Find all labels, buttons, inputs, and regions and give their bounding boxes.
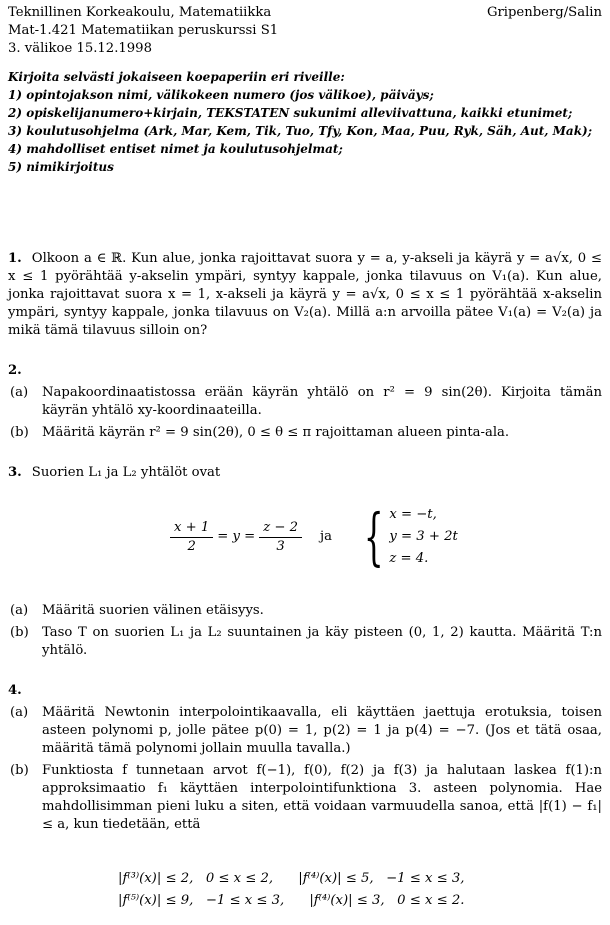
- fraction-1: [170, 519, 213, 556]
- subproblem-text: Määritä käyrän r² = 9 sin(2θ), 0 ≤ θ ≤ π rajoittaman alueen pinta-ala.: [42, 425, 510, 440]
- subproblem-text: Määritä Newtonin interpolointikaavalla, eli käyttäen jaettuja erotuksia, toisen asteen polynomi p, jolle pätee p(0) = 1, p(2) = 1 ja p(4) = −7. (Jos et tätä osaa, määritä tämä polynomi jollain muulla tavalla.): [42, 705, 602, 756]
- left-brace: {: [363, 500, 384, 573]
- subproblem-text: Napakoordinaatistossa erään käyrän yhtälö on r² = 9 sin(2θ). Kirjoita tämän käyrän yhtälö xy-koordinaateilla.: [42, 385, 602, 418]
- parametric-system: [389, 504, 457, 570]
- conjunction: ja: [319, 529, 332, 544]
- authors: Gripenberg/Salin: [486, 5, 602, 20]
- subproblem-text: Määritä suorien välinen etäisyys.: [42, 603, 264, 618]
- problem-4: [8, 682, 602, 834]
- instructions-title: Kirjoita selvästi jokaiseen koepaperiin eri riveille:: [8, 70, 345, 84]
- problem-intro: Suorien L₁ ja L₂ yhtälöt ovat: [31, 465, 221, 480]
- equation-middle: = y =: [217, 529, 256, 544]
- subproblem-label: (b): [10, 763, 29, 778]
- subproblem-label: (a): [10, 385, 29, 400]
- problem-3-subparts: [8, 602, 602, 660]
- subproblem-b: [8, 424, 602, 442]
- problem-number: 2.: [8, 363, 22, 378]
- instruction-item: 2) opiskelijanumero+kirjain, TEKSTATEN sukunimi alleviivattuna, kaikki etunimet;: [8, 106, 573, 120]
- subproblem-label: (a): [10, 705, 29, 720]
- bounds-row: |f⁽⁵⁾(x)| ≤ 9, −1 ≤ x ≤ 3, |f⁽⁴⁾(x)| ≤ 3, 0 ≤ x ≤ 2.: [118, 893, 465, 908]
- problem-2: [8, 362, 602, 442]
- system-row: z = 4.: [389, 551, 429, 566]
- instruction-item: 3) koulutusohjelma (Ark, Mar, Kem, Tik, Tuo, Tfy, Kon, Maa, Puu, Ryk, Säh, Aut, Mak);: [8, 124, 593, 138]
- fraction-2: [259, 519, 302, 556]
- subproblem-label: (b): [10, 625, 29, 640]
- subproblem-a: [8, 704, 602, 758]
- course-title: Mat-1.421 Matematiikan peruskurssi S1: [8, 23, 279, 38]
- subproblem-label: (b): [10, 425, 29, 440]
- system-row: y = 3 + 2t: [389, 529, 458, 544]
- subproblem-b: [8, 624, 602, 660]
- fraction-numerator: x + 1: [170, 519, 213, 538]
- exam-title: 3. välikoe 15.12.1998: [8, 41, 152, 56]
- derivative-bounds: [118, 870, 464, 914]
- problem-number: 3.: [8, 465, 22, 480]
- instruction-item: 1) opintojakson nimi, välikokeen numero (jos välikoe), päiväys;: [8, 88, 434, 102]
- subproblem-b: [8, 762, 602, 834]
- instruction-item: 5) nimikirjoitus: [8, 160, 114, 174]
- line-equations: [166, 500, 458, 573]
- bounds-row: |f⁽³⁾(x)| ≤ 2, 0 ≤ x ≤ 2, |f⁽⁴⁾(x)| ≤ 5, −1 ≤ x ≤ 3,: [118, 871, 465, 886]
- subproblem-a: [8, 602, 602, 620]
- fraction-denominator: 2: [187, 538, 196, 554]
- institution: Teknillinen Korkeakoulu, Matematiikka: [8, 5, 272, 20]
- instruction-item: 4) mahdolliset entiset nimet ja koulutusohjelmat;: [8, 142, 343, 156]
- subproblem-text: Taso T on suorien L₁ ja L₂ suuntainen ja käy pisteen (0, 1, 2) kautta. Määritä T:n yhtälö.: [42, 625, 602, 658]
- problem-3: [8, 464, 602, 482]
- fraction-denominator: 3: [276, 538, 285, 554]
- problem-number: 4.: [8, 683, 22, 698]
- header: [8, 4, 602, 58]
- problem-1: [8, 250, 602, 340]
- subproblem-label: (a): [10, 603, 29, 618]
- system-row: x = −t,: [389, 507, 437, 522]
- instructions: [8, 68, 602, 176]
- exam-page: [8, 4, 602, 908]
- problem-number: 1.: [8, 251, 22, 266]
- problem-text: Olkoon a ∈ ℝ. Kun alue, jonka rajoittavat suora y = a, y-akseli ja käyrä y = a√x, 0 ≤ x ≤ 1 pyörähtää y-akselin ympäri, syntyy kappale, jonka tilavuus on V₁(a). Kun alue, jonka rajoittavat suora x = 1, x-akseli ja käyrä y = a√x, 0 ≤ x ≤ 1 pyörähtää x-akselin ympäri, syntyy kappale, jonka tilavuus on V₂(a). Millä a:n arvoilla pätee V₁(a) = V₂(a) ja mikä tämä tilavuus silloin on?: [8, 251, 602, 338]
- subproblem-text: Funktiosta f tunnetaan arvot f(−1), f(0), f(2) ja f(3) ja halutaan laskea f(1):n approksimaatio f₁ käyttäen interpolointifunktiona 3. asteen polynomia. Hae mahdollisimman pieni luku a siten, että voidaan varmuudella sanoa, että |f(1) − f₁| ≤ a, kun tiedetään, että: [42, 763, 602, 832]
- subproblem-a: [8, 384, 602, 420]
- fraction-numerator: z − 2: [259, 519, 302, 538]
